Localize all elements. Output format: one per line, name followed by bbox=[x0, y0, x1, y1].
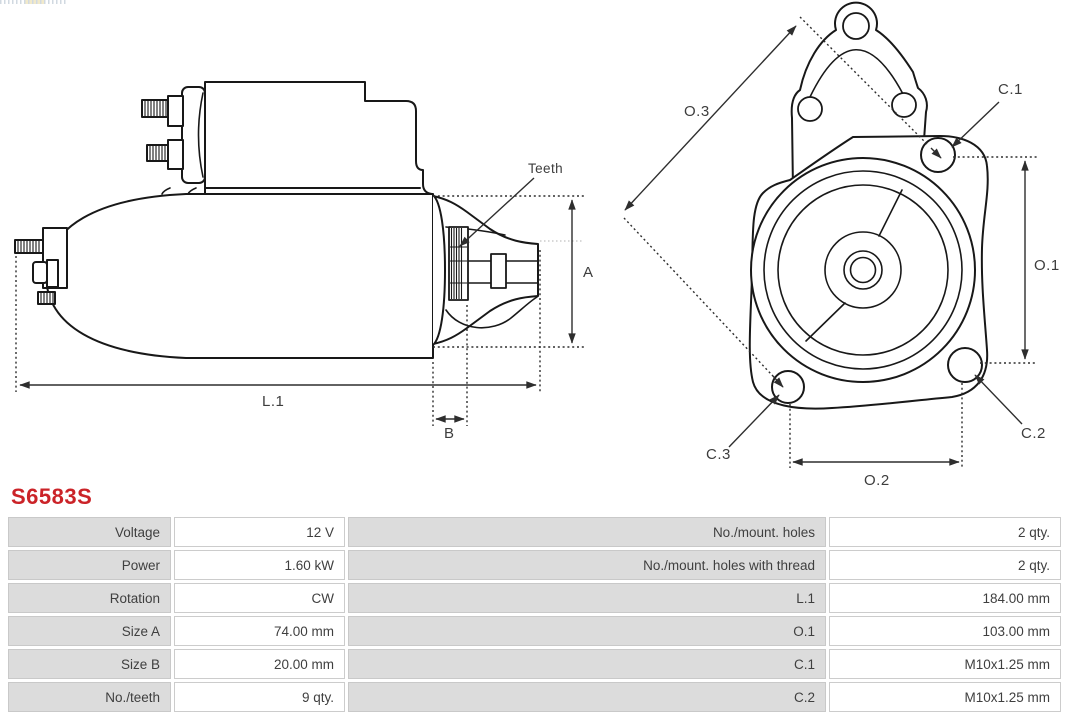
part-number-title: S6583S bbox=[11, 484, 93, 509]
dimension-o1-label: O.1 bbox=[1034, 257, 1060, 274]
dimension-o2-label: O.2 bbox=[864, 472, 890, 489]
body-block-mid bbox=[47, 260, 58, 287]
body-block-small bbox=[33, 262, 47, 283]
spec-label: C.1 bbox=[348, 649, 826, 679]
dimension-b-label: B bbox=[444, 425, 455, 442]
starter-front-view bbox=[624, 3, 1060, 489]
spec-value: 9 qty. bbox=[174, 682, 345, 712]
spec-value: 103.00 mm bbox=[829, 616, 1061, 646]
spec-label: Power bbox=[8, 550, 171, 580]
spec-label: O.1 bbox=[348, 616, 826, 646]
spec-label: No./mount. holes bbox=[348, 517, 826, 547]
spec-label: Size B bbox=[8, 649, 171, 679]
dimension-l1-label: L.1 bbox=[262, 393, 285, 410]
teeth-label: Teeth bbox=[528, 161, 564, 176]
callout-c3 bbox=[706, 395, 779, 463]
spec-label: C.2 bbox=[348, 682, 826, 712]
callout-c1-label: C.1 bbox=[998, 81, 1023, 98]
spec-value: 2 qty. bbox=[829, 517, 1061, 547]
starter-side-view bbox=[15, 82, 594, 442]
callout-c1 bbox=[952, 81, 1023, 147]
shaft-nose bbox=[491, 254, 506, 288]
callout-c2-label: C.2 bbox=[1021, 425, 1046, 442]
dimension-a-label: A bbox=[583, 264, 594, 281]
motor-body bbox=[46, 194, 433, 358]
callout-c2 bbox=[975, 375, 1046, 442]
spec-label: No./teeth bbox=[8, 682, 171, 712]
spec-value: 1.60 kW bbox=[174, 550, 345, 580]
spec-table bbox=[8, 517, 1061, 712]
dimension-o3-label: O.3 bbox=[684, 103, 710, 120]
spec-label: Rotation bbox=[8, 583, 171, 613]
spec-label: Voltage bbox=[8, 517, 171, 547]
spec-value: M10x1.25 mm bbox=[829, 649, 1061, 679]
terminal-stud-1 bbox=[142, 100, 168, 117]
spec-label: L.1 bbox=[348, 583, 826, 613]
spec-value: 74.00 mm bbox=[174, 616, 345, 646]
spec-label: Size A bbox=[8, 616, 171, 646]
spec-value: 20.00 mm bbox=[174, 649, 345, 679]
callout-c3-label: C.3 bbox=[706, 446, 731, 463]
spec-value: 12 V bbox=[174, 517, 345, 547]
spec-label: No./mount. holes with thread bbox=[348, 550, 826, 580]
spec-value: M10x1.25 mm bbox=[829, 682, 1061, 712]
face-ring-outer bbox=[751, 158, 975, 382]
terminal-block-1 bbox=[168, 96, 183, 126]
bracket-hole-top bbox=[843, 13, 869, 39]
solenoid-body bbox=[205, 82, 432, 194]
bracket-hole-left bbox=[798, 97, 822, 121]
terminal-block-2 bbox=[168, 140, 183, 169]
spec-value: CW bbox=[174, 583, 345, 613]
spec-value: 184.00 mm bbox=[829, 583, 1061, 613]
spec-value: 2 qty. bbox=[829, 550, 1061, 580]
